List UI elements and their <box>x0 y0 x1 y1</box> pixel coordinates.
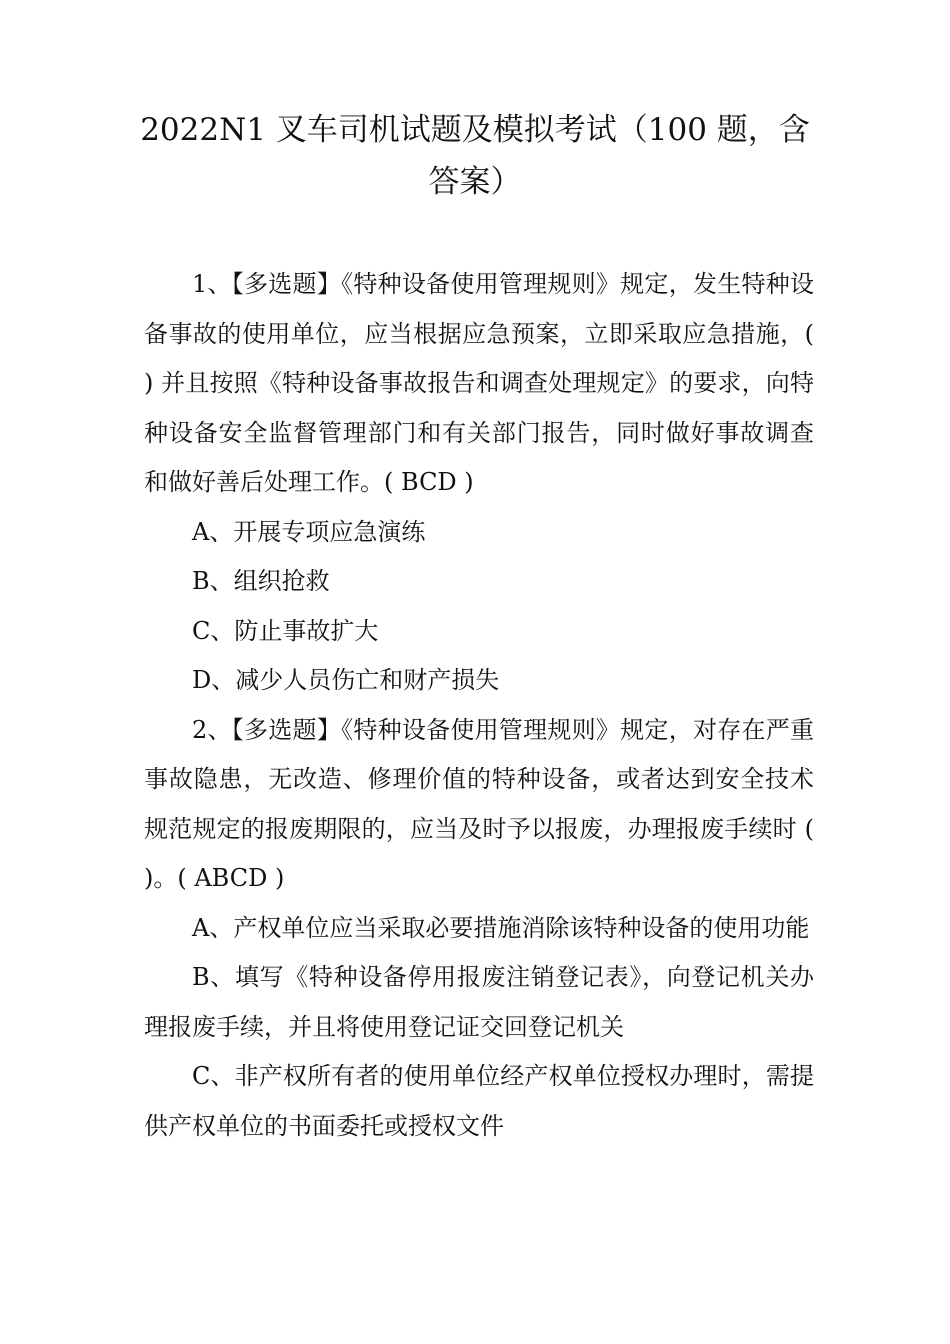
question-option: B、填写《特种设备停用报废注销登记表》，向登记机关办理报废手续，并且将使用登记证交回登记机关 <box>144 963 814 1041</box>
question-option: A、开展专项应急演练 <box>192 517 426 546</box>
question-option: A、产权单位应当采取必要措施消除该特种设备的使用功能 <box>192 913 810 942</box>
question-option: B、组织抢救 <box>192 567 330 595</box>
question-1 <box>144 260 814 706</box>
question-stem: 1、【多选题】《特种设备使用管理规则》规定，发生特种设备事故的使用单位，应当根据应急预案，立即采取应急措施，( ) 并且按照《特种设备事故报告和调查处理规定》的要求，向特种设备安全监督管理部门和有关部门报告，同时做好事故调查和做好善后处理工作。( BCD ) <box>144 270 814 496</box>
question-option: C、防止事故扩大 <box>192 616 379 645</box>
question-stem: 2、【多选题】《特种设备使用管理规则》规定，对存在严重事故隐患，无改造、修理价值的特种设备，或者达到安全技术规范规定的报废期限的，应当及时予以报废，办理报废手续时 ( )。( ABCD ) <box>144 715 814 892</box>
title-line-1: 2022N1 叉车司机试题及模拟考试（100 题，含 <box>140 112 810 148</box>
document-title <box>120 104 830 208</box>
document-body <box>144 260 814 1151</box>
question-option: D、减少人员伤亡和财产损失 <box>192 666 500 694</box>
question-2 <box>144 706 814 1152</box>
title-line-2: 答案） <box>428 164 522 200</box>
question-option: C、非产权所有者的使用单位经产权单位授权办理时，需提供产权单位的书面委托或授权文件 <box>144 1062 814 1140</box>
